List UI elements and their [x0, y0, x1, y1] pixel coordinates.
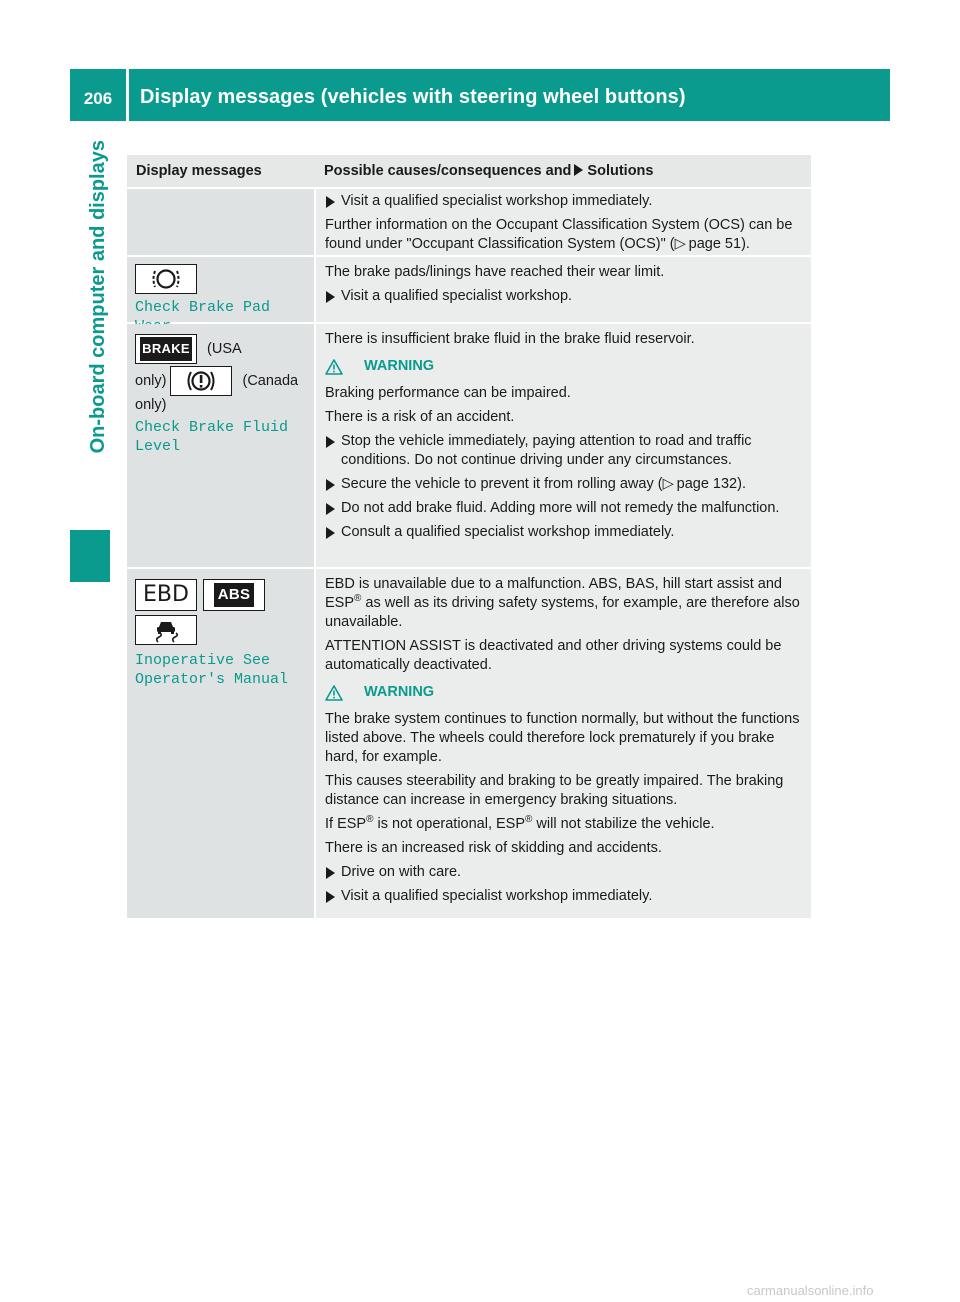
warning-text-part: If ESP: [325, 816, 367, 832]
brake-fluid-warning-icon: [170, 366, 232, 396]
instruction-bullet: [325, 475, 803, 494]
page-ref-icon: ▷: [662, 476, 674, 492]
registered-mark: ®: [366, 814, 374, 826]
page-number: 206: [83, 89, 113, 108]
table-row: [127, 255, 811, 322]
row-solution-cell: [314, 257, 811, 322]
paragraph-text: EBD is unavailable due to a malfunction. ABS, BAS, hill start assist and ESP: [325, 576, 782, 611]
warning-text-part: will not stabilize the vehicle.: [532, 816, 715, 832]
warning-heading: [325, 357, 803, 376]
warning-text: This causes steerability and braking to be greatly impaired. The braking distance can increase in emergency braking situations.: [325, 773, 784, 808]
display-message-text: Inoperative See: [135, 652, 271, 669]
ebd-label: EBD: [143, 582, 189, 607]
warning-text: [325, 815, 803, 834]
table-row: [127, 187, 811, 255]
row-message-cell: [127, 569, 314, 918]
row-message-cell: [127, 189, 314, 255]
page-ref-icon: ▷: [674, 236, 686, 252]
bullet-text-end: ).: [737, 476, 746, 492]
registered-mark: ®: [354, 593, 362, 605]
display-message-text-2: Level: [135, 438, 181, 455]
table-row: [127, 322, 811, 567]
col-header-causes: [314, 155, 811, 187]
side-tab: [70, 140, 126, 560]
paragraph-text-end: as well as its driving safety systems, for example, are therefore also unavailable.: [325, 595, 800, 630]
esp-skid-icon: [135, 615, 197, 645]
side-tab-marker: [70, 530, 110, 582]
side-tab-label: On-board computer and displays: [87, 140, 109, 454]
display-message-text-2: Operator's Manual: [135, 671, 289, 688]
instruction-bullet: Visit a qualified specialist workshop immediately.: [325, 887, 803, 906]
warning-text: The brake system continues to function normally, but without the functions listed above. The wheels could therefore lock prematurely if you brake hard, for example.: [325, 711, 800, 765]
warning-triangle-icon: [325, 685, 343, 701]
symbol-line: [135, 366, 307, 396]
usa-note-end: only): [135, 372, 167, 389]
warning-text: Braking performance can be impaired.: [325, 385, 571, 401]
abs-label: ABS: [214, 583, 255, 607]
canada-note-end: only): [135, 397, 167, 413]
page-reference-link[interactable]: page 132: [676, 476, 738, 492]
paragraph: There is insufficient brake fluid in the brake fluid reservoir.: [325, 331, 695, 347]
warning-text: There is an increased risk of skidding and accidents.: [325, 840, 662, 856]
warning-label: WARNING: [364, 684, 435, 700]
warning-label: WARNING: [364, 358, 435, 374]
instruction-bullet: Stop the vehicle immediately, paying attention to road and traffic conditions. Do not continue driving under any circumstances.: [325, 432, 803, 470]
display-message-text: Check Brake Pad: [135, 299, 271, 316]
paragraph-text: Further information on the Occupant Classification System (OCS) can be found under "Occupant Classification System (OCS)" (: [325, 217, 793, 252]
warning-triangle-icon: [325, 359, 343, 375]
instruction-bullet: Visit a qualified specialist workshop.: [325, 287, 803, 306]
page-reference-link[interactable]: page 51: [688, 236, 742, 252]
registered-mark: ®: [525, 814, 533, 826]
col-header-causes-prefix: Possible causes/consequences and: [324, 163, 572, 179]
col-header-solutions: Solutions: [587, 163, 654, 179]
warning-heading: [325, 683, 803, 702]
display-messages-table: [127, 155, 811, 918]
instruction-bullet: Drive on with care.: [325, 863, 803, 882]
usa-note: (USA: [207, 340, 242, 357]
instruction-bullet: Visit a qualified specialist workshop immediately.: [325, 192, 803, 211]
row-solution-cell: [314, 189, 811, 255]
watermark-link[interactable]: carmanualsonline.info: [747, 1283, 874, 1298]
col-header-display-messages: Display messages: [136, 163, 262, 179]
warning-text-part: is not operational, ESP: [373, 816, 526, 832]
display-message-text: Check Brake Fluid: [135, 419, 289, 436]
arrow-right-icon: [574, 164, 583, 176]
table-header: [127, 155, 811, 187]
paragraph: ATTENTION ASSIST is deactivated and other driving systems could be automatically deactivated.: [325, 638, 782, 673]
canada-note: (Canada: [242, 372, 299, 389]
page-title: Display messages (vehicles with steering wheel buttons): [140, 86, 686, 108]
instruction-bullet: Do not add brake fluid. Adding more will not remedy the malfunction.: [325, 499, 803, 518]
row-solution-cell: [314, 569, 811, 918]
bullet-text: Secure the vehicle to prevent it from rolling away (: [341, 476, 663, 492]
paragraph-text-end: ).: [741, 236, 750, 252]
row-message-cell: [127, 324, 314, 567]
table-row: [127, 567, 811, 918]
brake-label: BRAKE: [140, 337, 192, 361]
ebd-warning-icon: [135, 579, 197, 611]
paragraph: [325, 575, 803, 632]
warning-text: There is a risk of an accident.: [325, 409, 515, 425]
brake-pad-wear-icon: [135, 264, 197, 294]
paragraph: [325, 216, 803, 254]
paragraph: The brake pads/linings have reached their wear limit.: [325, 264, 665, 280]
symbol-line: [135, 615, 307, 645]
symbol-line: [135, 334, 307, 364]
brake-warning-icon: [135, 334, 197, 364]
abs-warning-icon: [203, 579, 265, 611]
header-divider: [126, 69, 129, 121]
symbol-line: [135, 579, 307, 611]
row-solution-cell: [314, 324, 811, 567]
row-message-cell: [127, 257, 314, 322]
instruction-bullet: Consult a qualified specialist workshop immediately.: [325, 523, 803, 542]
